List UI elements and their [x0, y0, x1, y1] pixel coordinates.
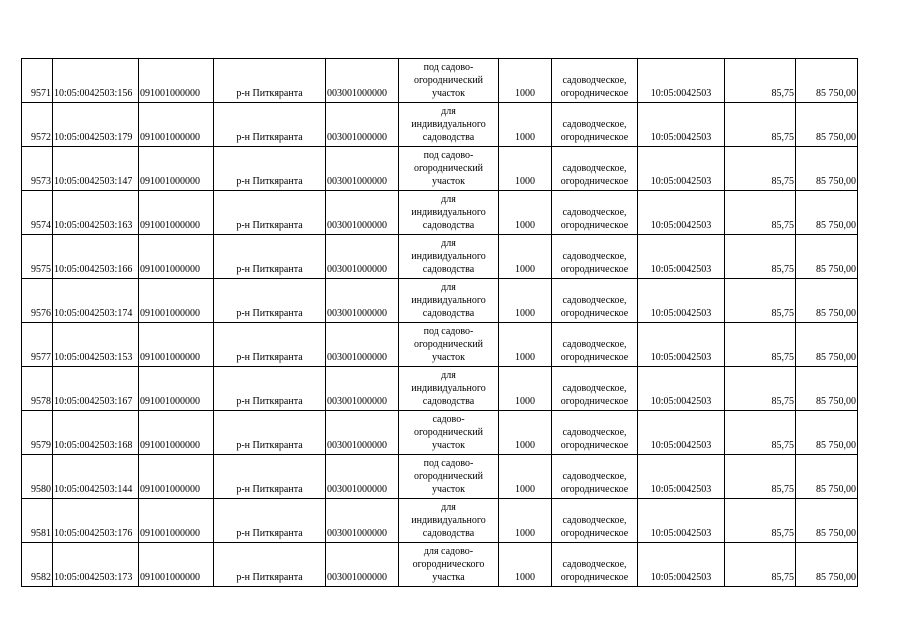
use-type-line: огородническое — [560, 396, 629, 407]
use-type-line: огородническое — [560, 132, 629, 143]
oktmo-code: 091001000000 — [139, 367, 214, 411]
permitted-use-line: под садово- — [423, 458, 474, 469]
category-code: 003001000000 — [326, 499, 399, 543]
permitted-use — [399, 191, 499, 235]
use-type-line: садоводческое, — [562, 251, 627, 262]
cadastral-number: 10:05:0042503:163 — [53, 191, 139, 235]
cadastral-quarter: 10:05:0042503 — [638, 323, 725, 367]
table-row — [22, 499, 858, 543]
table-row — [22, 367, 858, 411]
oktmo-code: 091001000000 — [139, 455, 214, 499]
cadastral-quarter: 10:05:0042503 — [638, 103, 725, 147]
permitted-use-line: для — [441, 502, 456, 513]
specific-value: 85,75 — [725, 543, 796, 587]
cadastral-value: 85 750,00 — [796, 323, 858, 367]
area: 1000 — [499, 323, 552, 367]
permitted-use-line: для — [441, 194, 456, 205]
permitted-use — [399, 411, 499, 455]
area: 1000 — [499, 543, 552, 587]
use-type — [552, 191, 638, 235]
cadastral-number: 10:05:0042503:153 — [53, 323, 139, 367]
table-body — [22, 59, 858, 587]
cadastral-quarter: 10:05:0042503 — [638, 411, 725, 455]
permitted-use-line: под садово- — [423, 62, 474, 73]
specific-value: 85,75 — [725, 323, 796, 367]
cadastral-value: 85 750,00 — [796, 455, 858, 499]
category-code: 003001000000 — [326, 191, 399, 235]
use-type — [552, 59, 638, 103]
area: 1000 — [499, 235, 552, 279]
cadastral-quarter: 10:05:0042503 — [638, 279, 725, 323]
category-code: 003001000000 — [326, 455, 399, 499]
permitted-use-line: садоводства — [422, 528, 475, 539]
cadastral-quarter: 10:05:0042503 — [638, 235, 725, 279]
permitted-use — [399, 147, 499, 191]
cadastral-value: 85 750,00 — [796, 279, 858, 323]
permitted-use-line: под садово- — [423, 150, 474, 161]
row-number: 9573 — [22, 147, 53, 191]
permitted-use-line: индивидуального — [411, 295, 486, 306]
cadastral-quarter: 10:05:0042503 — [638, 59, 725, 103]
permitted-use — [399, 367, 499, 411]
specific-value: 85,75 — [725, 411, 796, 455]
cadastral-number: 10:05:0042503:144 — [53, 455, 139, 499]
row-number: 9574 — [22, 191, 53, 235]
area: 1000 — [499, 147, 552, 191]
specific-value: 85,75 — [725, 59, 796, 103]
table-row — [22, 543, 858, 587]
permitted-use-line: для садово- — [423, 546, 474, 557]
use-type — [552, 103, 638, 147]
cadastral-quarter: 10:05:0042503 — [638, 367, 725, 411]
use-type-line: огородническое — [560, 440, 629, 451]
specific-value: 85,75 — [725, 147, 796, 191]
category-code: 003001000000 — [326, 411, 399, 455]
use-type — [552, 367, 638, 411]
cadastral-value: 85 750,00 — [796, 147, 858, 191]
use-type — [552, 147, 638, 191]
use-type-line: садоводческое, — [562, 383, 627, 394]
use-type-line: огородническое — [560, 484, 629, 495]
category-code: 003001000000 — [326, 543, 399, 587]
row-number: 9579 — [22, 411, 53, 455]
district: р-н Питкяранта — [214, 103, 326, 147]
permitted-use-line: садово- — [432, 414, 465, 425]
use-type-line: огородническое — [560, 220, 629, 231]
specific-value: 85,75 — [725, 279, 796, 323]
use-type-line: садоводческое, — [562, 163, 627, 174]
permitted-use-line: для — [441, 370, 456, 381]
district: р-н Питкяранта — [214, 367, 326, 411]
category-code: 003001000000 — [326, 147, 399, 191]
cadastral-number: 10:05:0042503:179 — [53, 103, 139, 147]
permitted-use-line: огороднический — [413, 339, 484, 350]
oktmo-code: 091001000000 — [139, 323, 214, 367]
permitted-use-line: участок — [431, 440, 465, 451]
permitted-use — [399, 103, 499, 147]
category-code: 003001000000 — [326, 235, 399, 279]
use-type — [552, 499, 638, 543]
table-row — [22, 191, 858, 235]
cadastral-number: 10:05:0042503:168 — [53, 411, 139, 455]
table-row — [22, 279, 858, 323]
cadastral-value: 85 750,00 — [796, 411, 858, 455]
permitted-use-line: участок — [431, 484, 465, 495]
use-type-line: садоводческое, — [562, 119, 627, 130]
permitted-use-line: под садово- — [423, 326, 474, 337]
use-type-line: огородническое — [560, 572, 629, 583]
table-row — [22, 455, 858, 499]
permitted-use — [399, 455, 499, 499]
category-code: 003001000000 — [326, 103, 399, 147]
district: р-н Питкяранта — [214, 59, 326, 103]
permitted-use-line: огороднического — [412, 559, 485, 570]
use-type-line: садоводческое, — [562, 515, 627, 526]
use-type-line: огородническое — [560, 528, 629, 539]
specific-value: 85,75 — [725, 235, 796, 279]
table-row — [22, 103, 858, 147]
use-type-line: огородническое — [560, 88, 629, 99]
permitted-use-line: индивидуального — [411, 207, 486, 218]
category-code: 003001000000 — [326, 367, 399, 411]
cadastral-number: 10:05:0042503:156 — [53, 59, 139, 103]
row-number: 9582 — [22, 543, 53, 587]
use-type — [552, 279, 638, 323]
permitted-use-line: для — [441, 238, 456, 249]
cadastral-number: 10:05:0042503:176 — [53, 499, 139, 543]
permitted-use — [399, 279, 499, 323]
district: р-н Питкяранта — [214, 543, 326, 587]
oktmo-code: 091001000000 — [139, 147, 214, 191]
district: р-н Питкяранта — [214, 147, 326, 191]
row-number: 9576 — [22, 279, 53, 323]
table-row — [22, 323, 858, 367]
use-type — [552, 411, 638, 455]
specific-value: 85,75 — [725, 191, 796, 235]
oktmo-code: 091001000000 — [139, 235, 214, 279]
cadastral-number: 10:05:0042503:173 — [53, 543, 139, 587]
row-number: 9572 — [22, 103, 53, 147]
permitted-use-line: участок — [431, 88, 465, 99]
oktmo-code: 091001000000 — [139, 543, 214, 587]
area: 1000 — [499, 499, 552, 543]
district: р-н Питкяранта — [214, 499, 326, 543]
area: 1000 — [499, 191, 552, 235]
category-code: 003001000000 — [326, 323, 399, 367]
permitted-use-line: участок — [431, 176, 465, 187]
permitted-use — [399, 543, 499, 587]
permitted-use-line: садоводства — [422, 132, 475, 143]
permitted-use-line: индивидуального — [411, 383, 486, 394]
cadastral-number: 10:05:0042503:147 — [53, 147, 139, 191]
use-type-line: огородническое — [560, 176, 629, 187]
oktmo-code: 091001000000 — [139, 411, 214, 455]
category-code: 003001000000 — [326, 59, 399, 103]
use-type-line: садоводческое, — [562, 559, 627, 570]
use-type — [552, 323, 638, 367]
area: 1000 — [499, 455, 552, 499]
permitted-use-line: огороднический — [413, 471, 484, 482]
permitted-use — [399, 235, 499, 279]
specific-value: 85,75 — [725, 103, 796, 147]
district: р-н Питкяранта — [214, 191, 326, 235]
table-row — [22, 147, 858, 191]
use-type — [552, 455, 638, 499]
cadastral-value: 85 750,00 — [796, 499, 858, 543]
cadastral-quarter: 10:05:0042503 — [638, 499, 725, 543]
cadastral-quarter: 10:05:0042503 — [638, 455, 725, 499]
use-type-line: садоводческое, — [562, 295, 627, 306]
district: р-н Питкяранта — [214, 411, 326, 455]
area: 1000 — [499, 411, 552, 455]
permitted-use-line: садоводства — [422, 264, 475, 275]
cadastral-value-table — [21, 58, 858, 587]
cadastral-number: 10:05:0042503:167 — [53, 367, 139, 411]
row-number: 9580 — [22, 455, 53, 499]
area: 1000 — [499, 279, 552, 323]
permitted-use — [399, 59, 499, 103]
use-type-line: огородническое — [560, 308, 629, 319]
table-row — [22, 411, 858, 455]
use-type-line: садоводческое, — [562, 471, 627, 482]
oktmo-code: 091001000000 — [139, 499, 214, 543]
use-type-line: огородническое — [560, 352, 629, 363]
specific-value: 85,75 — [725, 455, 796, 499]
table-row — [22, 235, 858, 279]
cadastral-quarter: 10:05:0042503 — [638, 543, 725, 587]
permitted-use-line: для — [441, 282, 456, 293]
cadastral-number: 10:05:0042503:174 — [53, 279, 139, 323]
use-type-line: садоводческое, — [562, 339, 627, 350]
permitted-use-line: индивидуального — [411, 251, 486, 262]
category-code: 003001000000 — [326, 279, 399, 323]
cadastral-number: 10:05:0042503:166 — [53, 235, 139, 279]
district: р-н Питкяранта — [214, 279, 326, 323]
cadastral-value: 85 750,00 — [796, 191, 858, 235]
row-number: 9581 — [22, 499, 53, 543]
row-number: 9578 — [22, 367, 53, 411]
use-type — [552, 235, 638, 279]
area: 1000 — [499, 59, 552, 103]
oktmo-code: 091001000000 — [139, 103, 214, 147]
use-type-line: садоводческое, — [562, 427, 627, 438]
row-number: 9577 — [22, 323, 53, 367]
use-type-line: садоводческое, — [562, 207, 627, 218]
permitted-use-line: для — [441, 106, 456, 117]
use-type-line: садоводческое, — [562, 75, 627, 86]
cadastral-quarter: 10:05:0042503 — [638, 147, 725, 191]
cadastral-value: 85 750,00 — [796, 235, 858, 279]
cadastral-quarter: 10:05:0042503 — [638, 191, 725, 235]
permitted-use-line: индивидуального — [411, 515, 486, 526]
cadastral-value: 85 750,00 — [796, 103, 858, 147]
permitted-use-line: огороднический — [413, 75, 484, 86]
permitted-use — [399, 499, 499, 543]
district: р-н Питкяранта — [214, 235, 326, 279]
permitted-use-line: огороднический — [413, 163, 484, 174]
cadastral-value: 85 750,00 — [796, 59, 858, 103]
area: 1000 — [499, 103, 552, 147]
oktmo-code: 091001000000 — [139, 279, 214, 323]
area: 1000 — [499, 367, 552, 411]
oktmo-code: 091001000000 — [139, 59, 214, 103]
permitted-use-line: участок — [431, 352, 465, 363]
row-number: 9571 — [22, 59, 53, 103]
row-number: 9575 — [22, 235, 53, 279]
oktmo-code: 091001000000 — [139, 191, 214, 235]
table-row — [22, 59, 858, 103]
permitted-use-line: огороднический — [413, 427, 484, 438]
permitted-use-line: индивидуального — [411, 119, 486, 130]
permitted-use-line: садоводства — [422, 308, 475, 319]
permitted-use-line: участка — [432, 572, 465, 583]
specific-value: 85,75 — [725, 367, 796, 411]
cadastral-value: 85 750,00 — [796, 543, 858, 587]
specific-value: 85,75 — [725, 499, 796, 543]
permitted-use-line: садоводства — [422, 220, 475, 231]
district: р-н Питкяранта — [214, 455, 326, 499]
use-type — [552, 543, 638, 587]
permitted-use — [399, 323, 499, 367]
cadastral-value: 85 750,00 — [796, 367, 858, 411]
permitted-use-line: садоводства — [422, 396, 475, 407]
district: р-н Питкяранта — [214, 323, 326, 367]
use-type-line: огородническое — [560, 264, 629, 275]
